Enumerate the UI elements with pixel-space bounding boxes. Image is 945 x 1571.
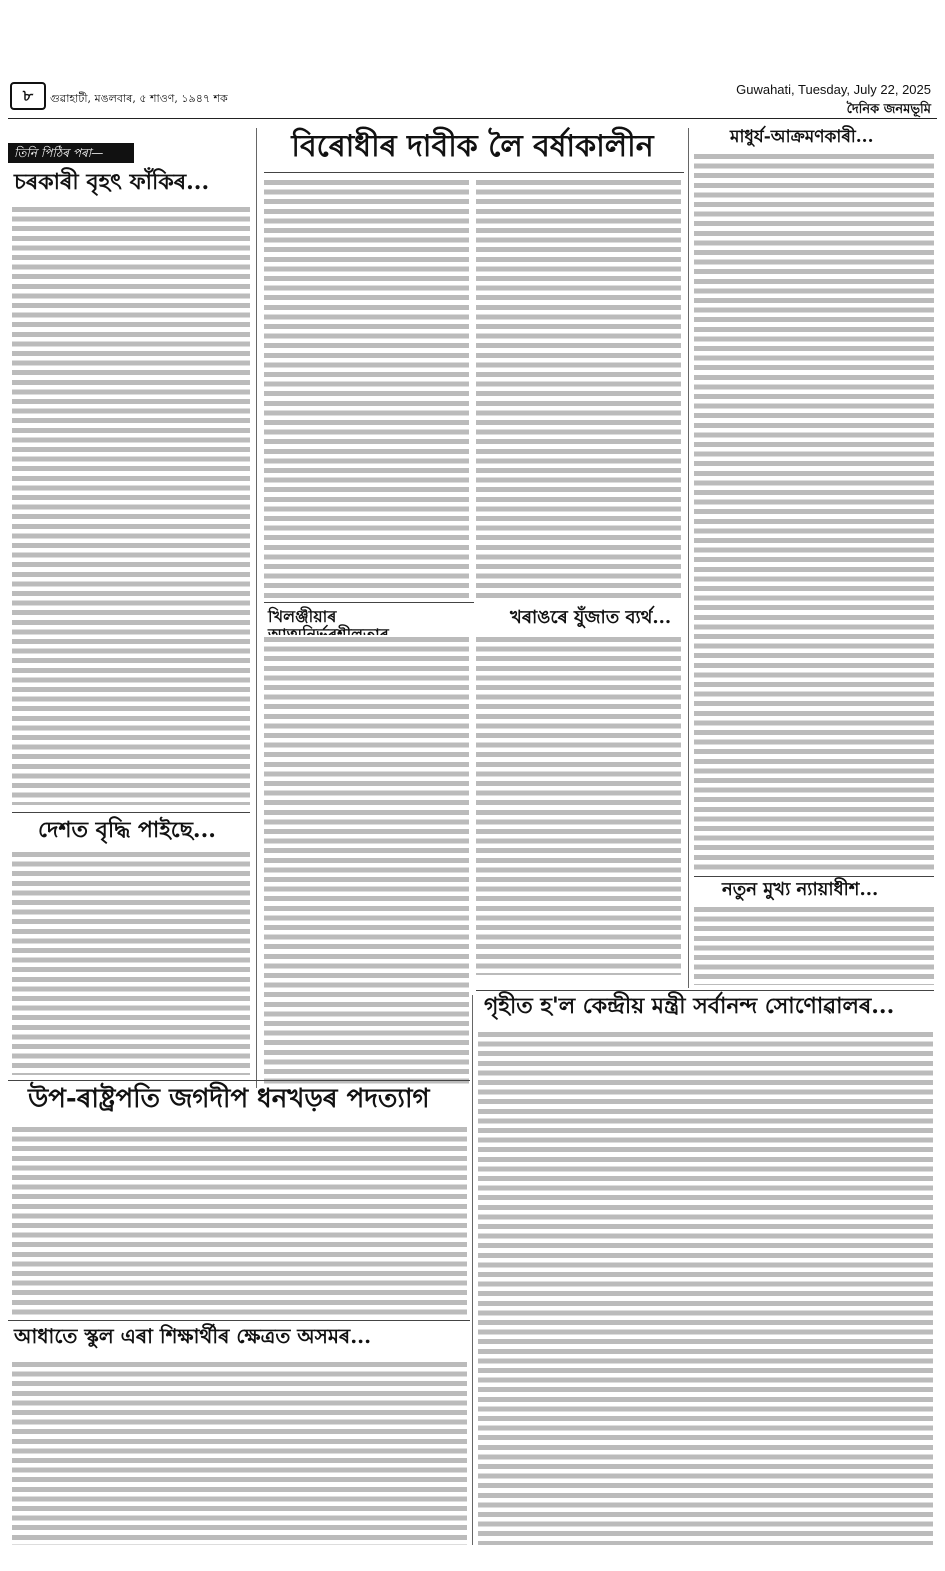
rule-center-1 — [264, 172, 684, 173]
article-4-body — [12, 850, 250, 1075]
rule-lower-right — [476, 990, 934, 991]
article-9-body — [12, 1125, 467, 1315]
article-10-body — [12, 1360, 467, 1545]
page-number: ৮ — [10, 82, 46, 110]
headline-7: নতুন মুখ্য ন্যায়াধীশ... — [722, 879, 879, 900]
rule-lower-left-1 — [8, 1080, 470, 1081]
headline-1: চৰকাৰী বৃহৎ ফাঁকিৰ... — [14, 169, 210, 195]
headline-3: মাধুৰ্য-আক্ৰমণকাৰী... — [730, 127, 874, 147]
headline-9: উপ-ৰাষ্ট্ৰপতি জগদীপ ধনখড়ৰ পদত্যাগ — [28, 1084, 430, 1114]
headline-4: দেশত বৃদ্ধি পাইছে... — [38, 817, 216, 843]
article-7-body — [694, 905, 934, 985]
section-tag: তিনি পিঠিৰ পৰা— — [8, 143, 134, 163]
column-divider-2 — [688, 128, 689, 988]
article-6-body — [476, 635, 681, 975]
rule-lower-left-2 — [8, 1320, 470, 1321]
headline-5: খিলঞ্জীয়াৰ — [268, 607, 337, 626]
rule-center-2 — [264, 602, 474, 603]
article-3-body — [694, 152, 934, 872]
headline-10: আধাতে স্কুল এৰা শিক্ষাৰ্থীৰ ক্ষেত্ৰত অসমৰ... — [14, 1324, 372, 1348]
rule-left-1 — [12, 812, 250, 813]
masthead: দৈনিক জনমভূমি — [846, 102, 931, 117]
headline-8: গৃহীত হ'ল কেন্দ্ৰীয় মন্ত্ৰী সৰ্বানন্দ সোণোৱালৰ... — [484, 993, 895, 1019]
article-8-body — [478, 1030, 933, 1545]
dateline-assamese: গুৱাহাটী, মঙলবাৰ, ৫ শাওণ, ১৯৪৭ শক — [50, 92, 228, 105]
article-1-body — [12, 205, 250, 805]
dateline-english: Guwahati, Tuesday, July 22, 2025 — [736, 82, 931, 97]
article-2-body-col1 — [264, 178, 469, 598]
rule-right-1 — [694, 876, 934, 877]
column-divider-3 — [472, 995, 473, 1545]
article-5-body — [264, 635, 469, 1085]
headline-6: খৰাঙৰে যুঁজাত ব্যৰ্থ... — [510, 607, 672, 628]
column-divider-1 — [256, 128, 257, 1088]
article-2-body-col2 — [476, 178, 681, 598]
header-rule — [8, 118, 937, 119]
headline-2: বিৰোধীৰ দাবীক লৈ বৰ্ষাকালীন — [291, 129, 654, 164]
